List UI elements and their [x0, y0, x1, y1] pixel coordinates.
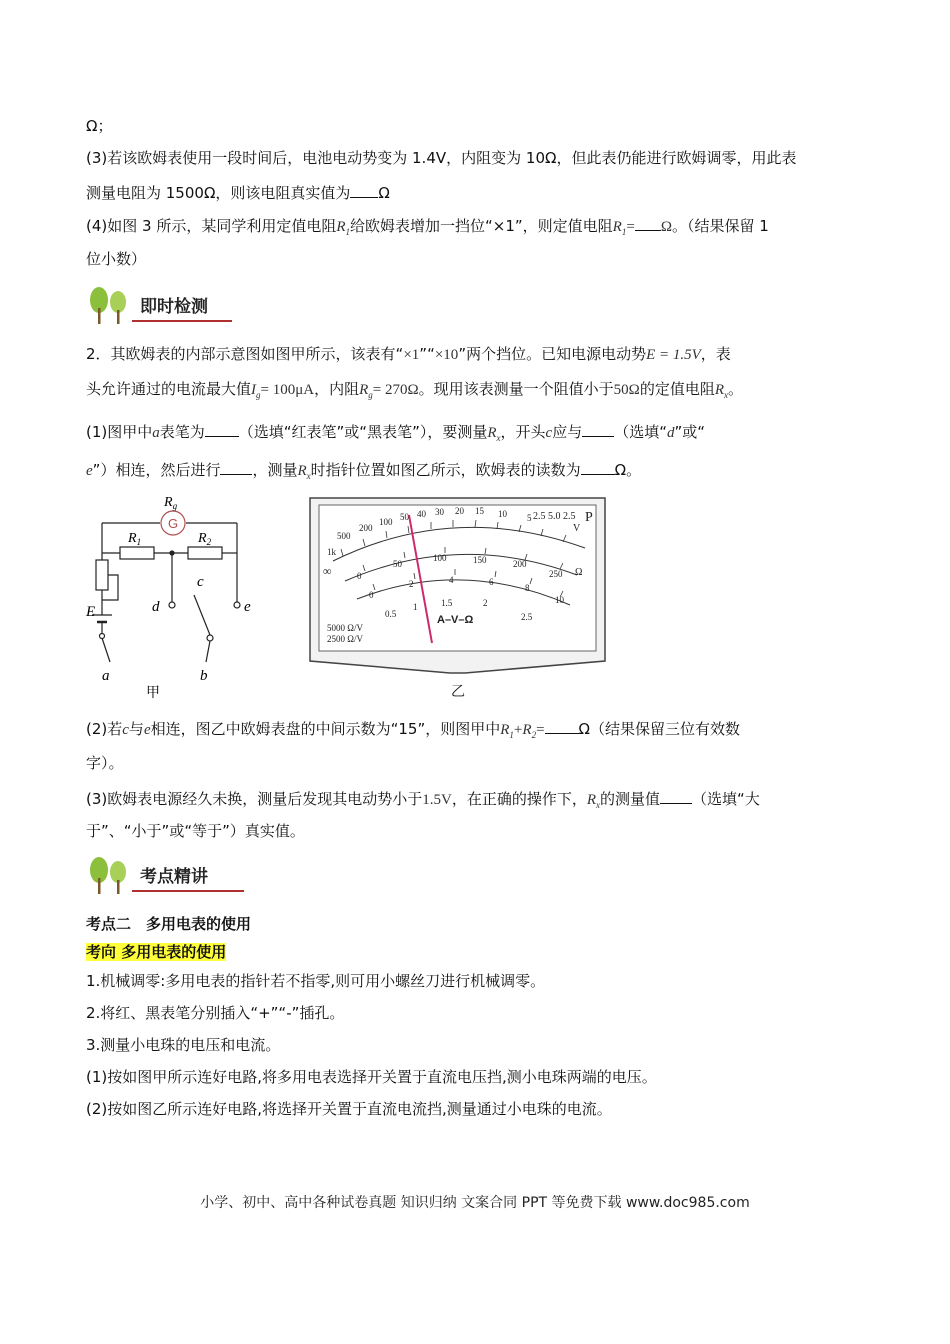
step-1: 1.机械调零:多用电表的指针若不指零,则可用小螺丝刀进行机械调零。: [86, 972, 546, 990]
ig-symbol: [251, 382, 261, 398]
r1-sub: 1: [509, 730, 514, 740]
var-c: c: [122, 722, 129, 738]
q2-text: 的定值电阻: [639, 380, 715, 398]
q2-part1-line2: [86, 458, 641, 486]
svg-text:200: 200: [513, 559, 527, 569]
r2-symbol: [522, 722, 536, 738]
svg-text:20: 20: [455, 506, 464, 516]
r1-symbol: [500, 722, 514, 738]
rg-value: = 270Ω: [372, 382, 419, 398]
rx-sub: x: [724, 390, 729, 400]
figure-caption-jia: 甲: [146, 685, 160, 701]
q2-text: 。现用该表测量一个阻值小于: [418, 380, 614, 398]
ig-letter: I: [251, 382, 257, 398]
q2-text: （选填“大: [692, 790, 760, 808]
var-e: e: [143, 722, 151, 738]
rg-symbol: [359, 382, 373, 398]
rx-symbol: [587, 792, 600, 808]
q2-text: 2．其欧姆表的内部示意图如图甲所示，该表有“: [86, 345, 404, 363]
q2-text: 应与: [552, 423, 583, 441]
q2-text: 头允许通过的电流最大值: [86, 380, 252, 398]
q2-text: （选填“: [614, 423, 668, 441]
svg-text:0: 0: [357, 571, 362, 581]
q2-line2: [86, 379, 743, 405]
svg-text:150: 150: [473, 555, 487, 565]
q-prev-part3-line1: (3)若该欧姆表使用一段时间后，电池电动势变为 1.4V，内阻变为 10Ω，但此表仍能进行欧姆调零，用此表: [86, 149, 797, 167]
q2-text: ，测量: [252, 461, 298, 479]
q2-part3-line1: [86, 787, 760, 815]
svg-text:4: 4: [449, 575, 454, 585]
ohmmeter-dial-yi: [305, 493, 610, 705]
q2-part3-line2: 于”、“小于”或“等于”）真实值。: [86, 822, 305, 840]
q2-line1: [86, 344, 731, 365]
r1-sub-2: 1: [621, 227, 627, 237]
svg-text:50: 50: [393, 559, 402, 569]
answer-blank[interactable]: [635, 214, 661, 231]
var-c: c: [545, 425, 553, 441]
q2-text: 表笔为: [159, 423, 205, 441]
ig-value: = 100μA: [260, 382, 315, 398]
svg-text:10: 10: [498, 509, 507, 519]
q2-part2-line1: [86, 717, 740, 745]
q-prev-part4-line1: [86, 214, 769, 242]
section-banner-key-points: [86, 856, 256, 896]
rx-symbol: [487, 425, 500, 441]
svg-text:6: 6: [489, 577, 494, 587]
q2-part1-line1: [86, 420, 705, 448]
svg-text:0: 0: [369, 590, 374, 600]
q2-text: Ω（结果保留三位有效数: [578, 720, 740, 738]
svg-text:2.5: 2.5: [521, 612, 533, 622]
svg-text:15: 15: [475, 506, 484, 516]
banner-underline: [132, 320, 232, 322]
rx-letter: R: [714, 382, 725, 398]
var-e: e: [86, 463, 93, 479]
range-x10: ×10: [434, 347, 459, 363]
answer-blank[interactable]: [582, 420, 614, 437]
svg-text:1k: 1k: [327, 547, 336, 557]
q2-text: 。: [728, 380, 744, 398]
range-x1: ×1: [403, 347, 420, 363]
galvanometer-icon: G: [168, 516, 179, 531]
rx-letter: R: [487, 425, 497, 441]
equals-sign: =: [626, 219, 635, 235]
rx-letter: R: [586, 792, 597, 808]
step-2: 2.将红、黑表笔分别插入“+”“-”插孔。: [86, 1004, 345, 1022]
label-b: b: [200, 668, 208, 684]
q-prev-part3-line2: [86, 181, 390, 203]
rx-symbol: [715, 382, 728, 398]
plus-sign: +: [513, 722, 523, 738]
answer-blank[interactable]: [545, 717, 579, 734]
r-50-value: 50Ω: [613, 382, 640, 398]
answer-blank[interactable]: [350, 181, 378, 198]
svg-text:30: 30: [435, 507, 444, 517]
var-a: a: [152, 425, 160, 441]
q2-text: 相连，图乙中欧姆表盘的中间示数为“15”，则图甲中: [150, 720, 501, 738]
label-r2: $R_2$: [198, 531, 212, 547]
rg-letter: R: [359, 382, 369, 398]
tree-icon: [86, 286, 134, 326]
banner-title: 即时检测: [140, 297, 208, 317]
rx-symbol: [297, 463, 310, 479]
dial-unit-v: V: [573, 523, 581, 534]
q2-text: 的测量值: [600, 790, 661, 808]
q2-text: ”）相连，然后进行: [92, 461, 221, 479]
rx-sub: x: [596, 800, 601, 810]
svg-text:10: 10: [555, 595, 564, 605]
dial-rating-2: 2500 Ω/V: [327, 634, 363, 644]
answer-blank[interactable]: [660, 787, 692, 804]
circuit-diagram-jia: [82, 490, 272, 705]
step-3-2: (2)按如图乙所示连好电路,将选择开关置于直流电流挡,测量通过小电珠的电流。: [86, 1100, 612, 1118]
highlight-heading: [86, 942, 226, 962]
rx-letter: R: [297, 463, 307, 479]
label-E: E: [86, 604, 96, 620]
svg-text:100: 100: [379, 517, 393, 527]
rx-sub: x: [306, 471, 311, 481]
q2-text: ”两个挡位。已知电源电动势: [458, 345, 647, 363]
banner-title: 考点精讲: [140, 867, 208, 887]
svg-text:250: 250: [549, 569, 563, 579]
r1-letter: R: [500, 722, 510, 738]
unit-omega: Ω: [660, 219, 672, 235]
dial-rating-1: 5000 Ω/V: [327, 623, 363, 633]
unit-omega: Ω: [378, 184, 390, 202]
r1-symbol: [336, 219, 350, 235]
r2-sub: 2: [531, 730, 537, 740]
label-c: c: [197, 574, 204, 590]
q-prev-part3-text: 测量电阻为 1500Ω，则该电阻真实值为: [86, 184, 351, 202]
voltage-value: 1.5V: [422, 792, 452, 808]
svg-text:50: 50: [400, 512, 409, 522]
label-d: d: [152, 599, 160, 615]
svg-text:200: 200: [359, 523, 373, 533]
svg-text:40: 40: [417, 509, 426, 519]
q2-part2-line2: 字）。: [86, 754, 124, 772]
q2-text: 与: [128, 720, 144, 738]
label-a: a: [102, 668, 110, 684]
r1-sub: 1: [345, 227, 351, 237]
label-e: e: [244, 599, 251, 615]
section-banner-instant-test: [86, 286, 236, 326]
answer-blank[interactable]: [581, 458, 615, 475]
r1-symbol-2: [613, 219, 627, 235]
q2-text: ，在正确的操作下，: [451, 790, 587, 808]
r2-letter: R: [522, 722, 532, 738]
svg-text:2: 2: [409, 579, 414, 589]
rx-sub: x: [496, 433, 501, 443]
emf-value: E = 1.5V: [646, 347, 701, 363]
q2-text: 时指针位置如图乙所示，欧姆表的读数为: [310, 461, 581, 479]
step-3: 3.测量小电珠的电压和电流。: [86, 1036, 281, 1054]
svg-text:1: 1: [413, 602, 418, 612]
banner-underline: [132, 890, 244, 892]
dial-infinity: ∞: [323, 564, 332, 578]
svg-text:100: 100: [433, 553, 447, 563]
r1-letter-2: R: [612, 219, 622, 235]
highlight-text: 考向 多用电表的使用: [86, 943, 227, 961]
q2-text: ，内阻: [314, 380, 360, 398]
svg-text:8: 8: [525, 583, 530, 593]
q-prev-part4-line2: 位小数）: [86, 250, 147, 268]
r1-letter: R: [336, 219, 346, 235]
tree-icon: [86, 856, 134, 896]
q-prev-part4-text: (4)如图 3 所示，某同学利用定值电阻: [86, 217, 337, 235]
q2-text: ，开头: [500, 423, 546, 441]
label-r1: $R_1$: [128, 531, 142, 547]
dial-p-mark: P: [585, 510, 593, 525]
q-prev-part4-text2: 给欧姆表增加一挡位“×1”，则定值电阻: [350, 217, 613, 235]
q2-text: Ω。: [614, 461, 642, 479]
q2-text: (3)欧姆表电源经久未换，测量后发现其电动势小于: [86, 790, 423, 808]
q2-text: (2)若: [86, 720, 123, 738]
label-rg: $R_g$: [164, 495, 178, 511]
var-d: d: [667, 425, 675, 441]
dial-omega: Ω: [575, 567, 583, 578]
q2-text: (1)图甲中: [86, 423, 153, 441]
svg-text:1.5: 1.5: [441, 598, 453, 608]
q2-text: ”或“: [674, 423, 706, 441]
rg-sub: g: [368, 390, 373, 400]
svg-text:500: 500: [337, 531, 351, 541]
step-3-1: (1)按如图甲所示连好电路,将多用电表选择开关置于直流电压挡,测小电珠两端的电压。: [86, 1068, 657, 1086]
q-prev-part4-text3: 。（结果保留 1: [671, 217, 769, 235]
svg-text:5: 5: [527, 513, 532, 523]
svg-text:0.5: 0.5: [385, 609, 397, 619]
q2-text: ”“: [419, 345, 435, 363]
answer-blank[interactable]: [205, 420, 239, 437]
figure-caption-yi: 乙: [451, 684, 465, 700]
dial-bottom-label: A–V–Ω: [437, 614, 474, 626]
prev-unit: Ω；: [86, 117, 113, 135]
answer-blank[interactable]: [220, 458, 252, 475]
equals-sign: =: [536, 722, 545, 738]
section-title: 考点二 多用电表的使用: [86, 915, 252, 933]
dial-top-right-scale: 2.5 5.0 2.5: [533, 511, 576, 522]
ig-sub: g: [256, 390, 261, 400]
q2-text: （选填“红表笔”或“黑表笔”），要测量: [238, 423, 488, 441]
svg-text:2: 2: [483, 598, 488, 608]
q2-text: ，表: [700, 345, 731, 363]
page-footer: 小学、初中、高中各种试卷真题 知识归纳 文案合同 PPT 等免费下载 www.doc985.com: [200, 1195, 750, 1211]
